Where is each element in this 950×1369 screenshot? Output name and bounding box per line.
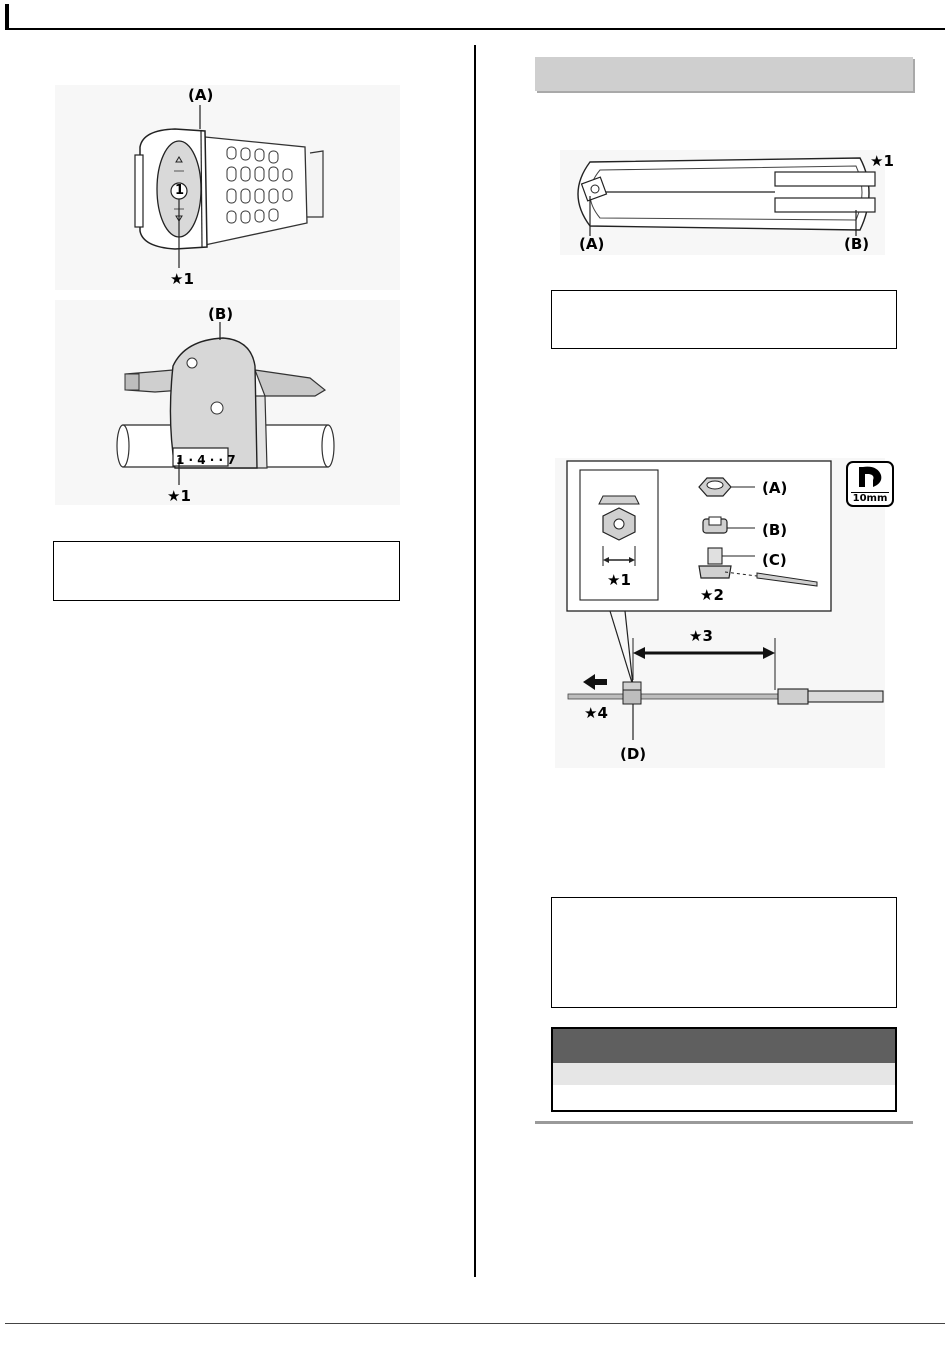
column-divider	[474, 45, 476, 1277]
fig2-star1-label: ★1	[167, 487, 191, 505]
fig4-label-c: (C)	[762, 551, 787, 569]
fig3-star1-label: ★1	[870, 152, 894, 170]
header-marker	[5, 4, 9, 29]
fig4-star3-label: ★3	[689, 627, 713, 645]
left-note-box	[53, 541, 400, 601]
spec-table-header	[553, 1029, 895, 1063]
spec-table	[551, 1027, 897, 1112]
footer-rule	[5, 1323, 945, 1324]
fig2-indicator-display: 1 · 4 · · 7	[176, 453, 236, 467]
cable-channel-illustration	[560, 150, 885, 255]
section-bar	[535, 57, 913, 91]
right-note-box-2	[551, 897, 897, 1008]
wrench-icon	[846, 461, 894, 507]
fig4-label-b: (B)	[762, 521, 788, 539]
fig1-label-a: (A)	[188, 86, 214, 104]
fig3-label-b: (B)	[844, 235, 870, 253]
fig4-star4-label: ★4	[584, 704, 608, 722]
fig4-star1-label: ★1	[607, 571, 631, 589]
tool-size-label: 10mm	[852, 493, 888, 504]
grip-shifter-illustration	[55, 85, 400, 290]
fig1-star1-label: ★1	[170, 270, 194, 288]
fig4-star2-label: ★2	[700, 586, 724, 604]
section-end-rule	[535, 1121, 913, 1124]
fig1-position-number: 1	[175, 183, 185, 198]
fig4-label-a: (A)	[762, 479, 788, 497]
thumb-shifter-illustration	[55, 300, 400, 505]
right-note-box-1	[551, 290, 897, 349]
fig3-label-a: (A)	[579, 235, 605, 253]
header-rule	[5, 28, 945, 30]
spec-table-row	[553, 1063, 895, 1085]
spec-table-row	[553, 1085, 895, 1110]
fig2-label-b: (B)	[208, 305, 234, 323]
fig4-label-d: (D)	[620, 745, 647, 763]
